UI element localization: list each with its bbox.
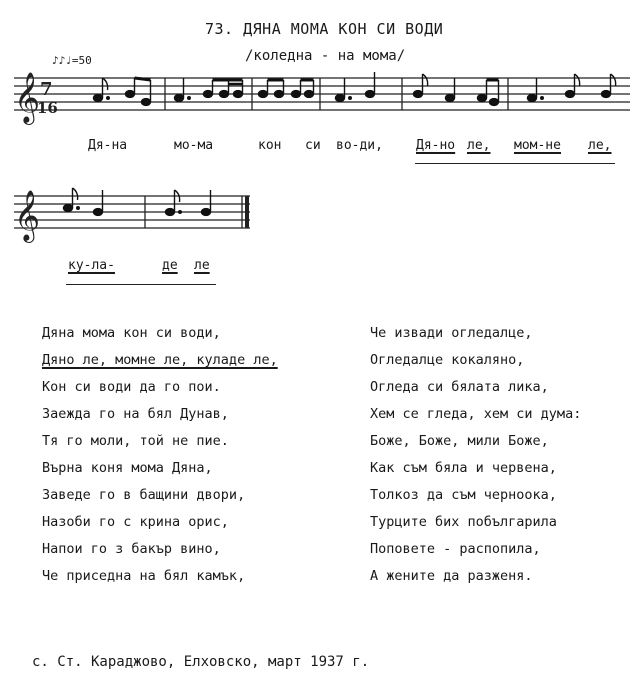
refrain-underline bbox=[66, 284, 216, 285]
notes bbox=[64, 188, 211, 215]
poem-line: Заведе го в бащини двори, bbox=[42, 487, 246, 503]
poem-line: Толкоз да съм черноока, bbox=[370, 487, 557, 503]
poem-line: Огледа си бялата лика, bbox=[370, 379, 549, 395]
poem-line: Дяна мома кон си води, bbox=[42, 325, 221, 341]
staff-lines bbox=[14, 196, 250, 228]
lyric-syllable: мо-ма bbox=[174, 138, 214, 153]
poem-line: Назоби го с крина орис, bbox=[42, 514, 229, 530]
poem-left-column bbox=[42, 320, 278, 590]
lyric-syllable: во-ди, bbox=[336, 138, 383, 153]
poem-refrain-line: Дяно ле, момне ле, куладе ле, bbox=[42, 352, 278, 368]
treble-clef-icon: 𝄞 bbox=[14, 72, 41, 123]
lyric-syllable: Дя-но bbox=[416, 138, 456, 153]
notes bbox=[94, 72, 616, 105]
poem-line: Напои го з бакър вино, bbox=[42, 541, 221, 557]
poem-right-column bbox=[370, 320, 581, 590]
poem-line: Турците бих побългарила bbox=[370, 514, 557, 530]
time-signature-top: 7 bbox=[40, 79, 53, 100]
music-staff-1 bbox=[0, 58, 638, 128]
song-subtitle: /коледна - на мома/ bbox=[245, 48, 406, 64]
poem-line: Кон си води да го пои. bbox=[42, 379, 221, 395]
time-signature-bottom: 16 bbox=[37, 99, 58, 117]
poem-line: Че извади огледалце, bbox=[370, 325, 533, 341]
lyric-syllable: кон bbox=[258, 138, 282, 153]
tempo-marking: ♪♪♩=50 bbox=[52, 54, 92, 67]
lyric-syllable: си bbox=[305, 138, 321, 153]
poem-line: Хем се гледа, хем си дума: bbox=[370, 406, 582, 422]
source-footer: с. Ст. Караджово, Елховско, март 1937 г. bbox=[32, 654, 370, 670]
lyric-syllable: ле bbox=[194, 258, 210, 273]
treble-clef-icon: 𝄞 bbox=[14, 190, 41, 241]
poem-line: Огледалце кокаляно, bbox=[370, 352, 525, 368]
music-staff-2 bbox=[0, 178, 638, 248]
poem-line: Боже, Боже, мили Боже, bbox=[370, 433, 549, 449]
poem-line: Че приседна на бял камък, bbox=[42, 568, 246, 584]
lyric-syllable: де bbox=[162, 258, 178, 273]
poem-line: Поповете - распопила, bbox=[370, 541, 541, 557]
lyric-syllable: мом-не bbox=[514, 138, 561, 153]
poem-line: Тя го моли, той не пие. bbox=[42, 433, 229, 449]
poem-line: Как съм бяла и червена, bbox=[370, 460, 557, 476]
refrain-underline bbox=[415, 163, 615, 164]
lyric-syllable: ку-ла- bbox=[68, 258, 115, 273]
poem-line: Върна коня мома Дяна, bbox=[42, 460, 213, 476]
song-title: 73. ДЯНА МОМА КОН СИ ВОДИ bbox=[205, 20, 444, 38]
poem-line: А жените да разженя. bbox=[370, 568, 533, 584]
poem-line: Заежда го на бял Дунав, bbox=[42, 406, 229, 422]
lyric-syllable: ле, bbox=[588, 138, 612, 153]
lyric-syllable: Дя-на bbox=[88, 138, 128, 153]
lyric-syllable: ле, bbox=[467, 138, 491, 153]
